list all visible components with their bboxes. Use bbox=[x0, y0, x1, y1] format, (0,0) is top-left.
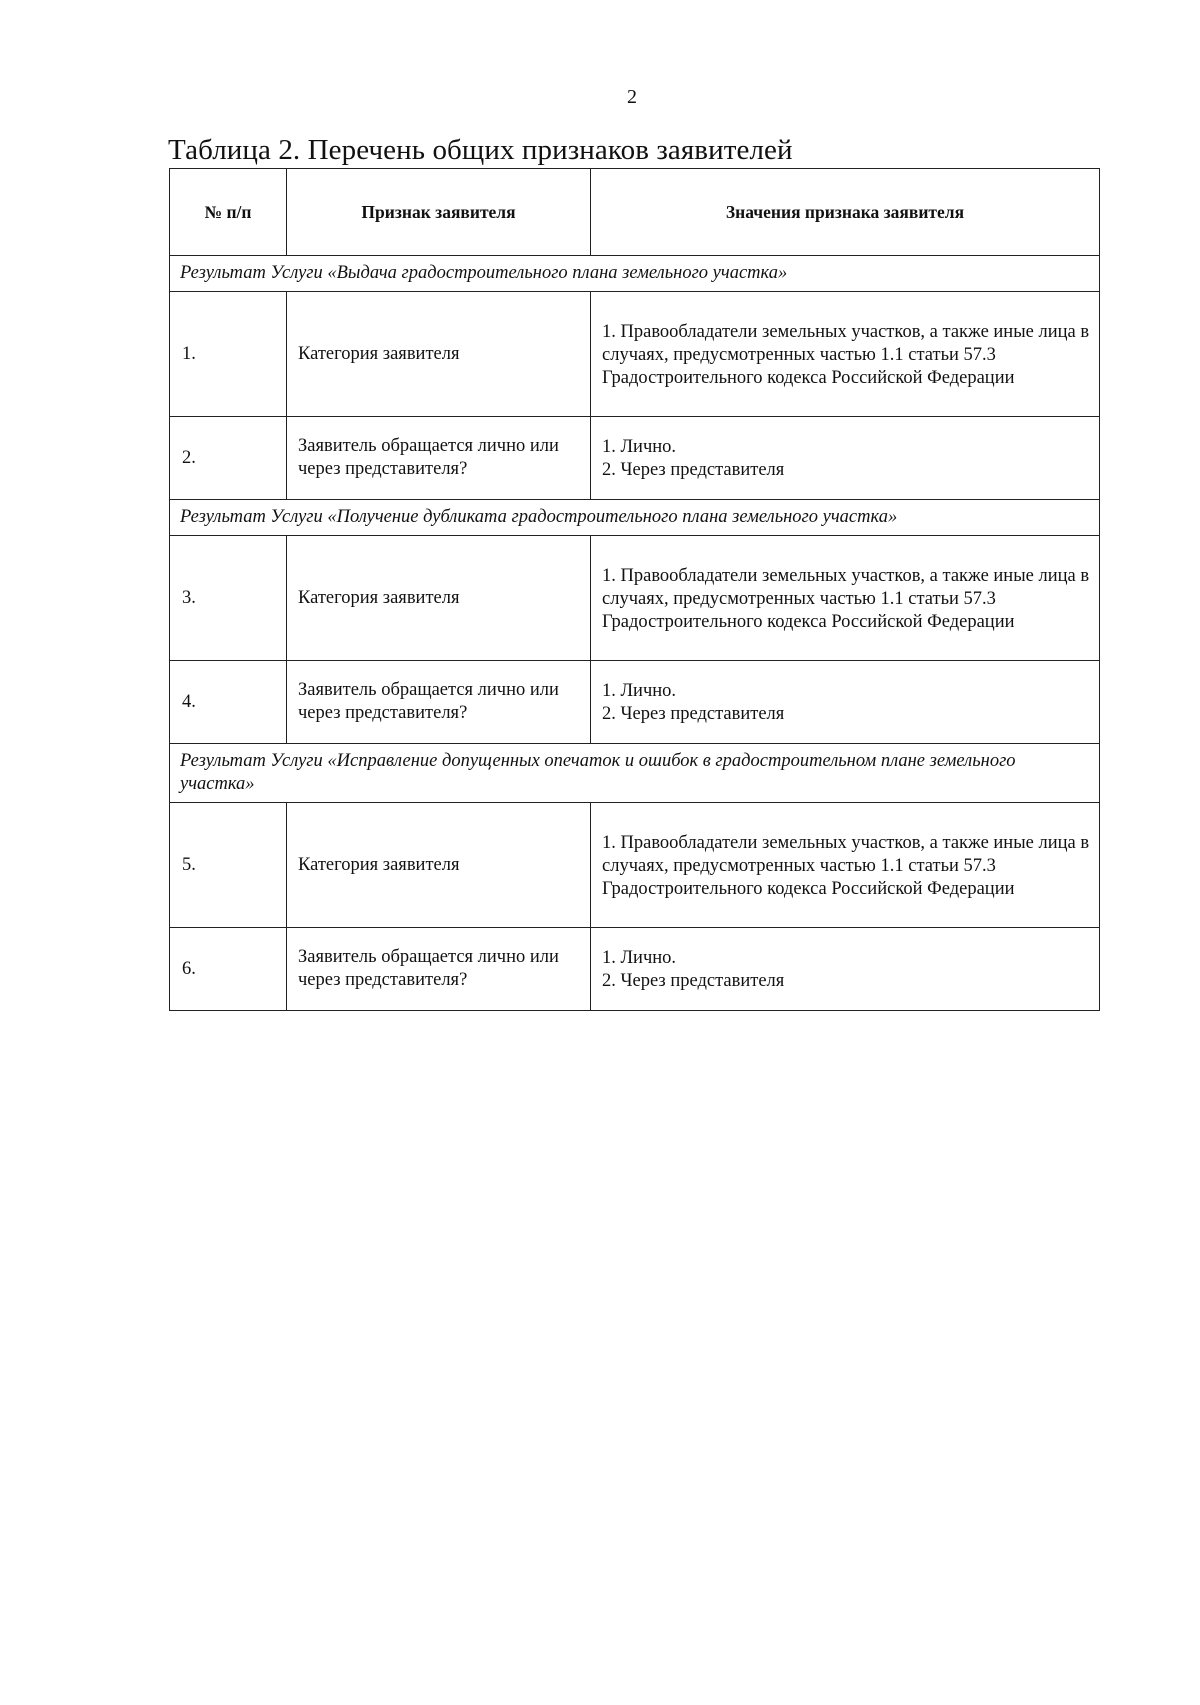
table-row bbox=[170, 536, 1100, 661]
row-value-line: 1. Лично. bbox=[602, 681, 677, 701]
section-title: Результат Услуги «Получение дубликата градостроительного плана земельного участка» bbox=[170, 500, 1100, 536]
page-number: 2 bbox=[627, 86, 637, 108]
row-value-line: 2. Через представителя bbox=[602, 460, 785, 480]
row-values bbox=[591, 536, 1100, 661]
section-row bbox=[170, 744, 1100, 803]
row-attribute: Категория заявителя bbox=[287, 803, 591, 928]
row-attribute: Категория заявителя bbox=[287, 536, 591, 661]
row-values bbox=[591, 803, 1100, 928]
table-row bbox=[170, 417, 1100, 500]
row-number: 1. bbox=[170, 292, 287, 417]
row-number: 4. bbox=[170, 661, 287, 744]
row-values bbox=[591, 928, 1100, 1011]
table-title: Таблица 2. Перечень общих признаков заявителей bbox=[168, 134, 793, 166]
row-number: 5. bbox=[170, 803, 287, 928]
section-title: Результат Услуги «Выдача градостроительного плана земельного участка» bbox=[170, 256, 1100, 292]
header-col-attr: Признак заявителя bbox=[287, 169, 591, 256]
row-value-line: 1. Правообладатели земельных участков, а также иные лица в случаях, предусмотренных частью 1.1 статьи 57.3 Градостроительного кодекса Российской Федерации bbox=[602, 565, 1090, 632]
table-row bbox=[170, 292, 1100, 417]
row-values bbox=[591, 661, 1100, 744]
section-title: Результат Услуги «Исправление допущенных опечаток и ошибок в градостроительном плане земельного участка» bbox=[170, 744, 1100, 803]
applicant-attributes-table bbox=[169, 168, 1100, 1011]
table-row bbox=[170, 928, 1100, 1011]
row-attribute: Заявитель обращается лично или через представителя? bbox=[287, 661, 591, 744]
row-values bbox=[591, 417, 1100, 500]
row-value-line: 2. Через представителя bbox=[602, 704, 785, 724]
row-attribute: Заявитель обращается лично или через представителя? bbox=[287, 417, 591, 500]
section-row bbox=[170, 256, 1100, 292]
table-header-row bbox=[170, 169, 1100, 256]
row-value-line: 2. Через представителя bbox=[602, 971, 785, 991]
row-value-line: 1. Правообладатели земельных участков, а также иные лица в случаях, предусмотренных частью 1.1 статьи 57.3 Градостроительного кодекса Российской Федерации bbox=[602, 832, 1090, 899]
row-attribute: Заявитель обращается лично или через представителя? bbox=[287, 928, 591, 1011]
row-value-line: 1. Лично. bbox=[602, 437, 677, 457]
row-number: 6. bbox=[170, 928, 287, 1011]
row-number: 3. bbox=[170, 536, 287, 661]
row-value-line: 1. Лично. bbox=[602, 948, 677, 968]
row-values bbox=[591, 292, 1100, 417]
row-number: 2. bbox=[170, 417, 287, 500]
section-row bbox=[170, 500, 1100, 536]
table-row bbox=[170, 803, 1100, 928]
row-value-line: 1. Правообладатели земельных участков, а также иные лица в случаях, предусмотренных частью 1.1 статьи 57.3 Градостроительного кодекса Российской Федерации bbox=[602, 321, 1090, 388]
header-col-values: Значения признака заявителя bbox=[591, 169, 1100, 256]
row-attribute: Категория заявителя bbox=[287, 292, 591, 417]
header-col-num: № п/п bbox=[170, 169, 287, 256]
table-row bbox=[170, 661, 1100, 744]
